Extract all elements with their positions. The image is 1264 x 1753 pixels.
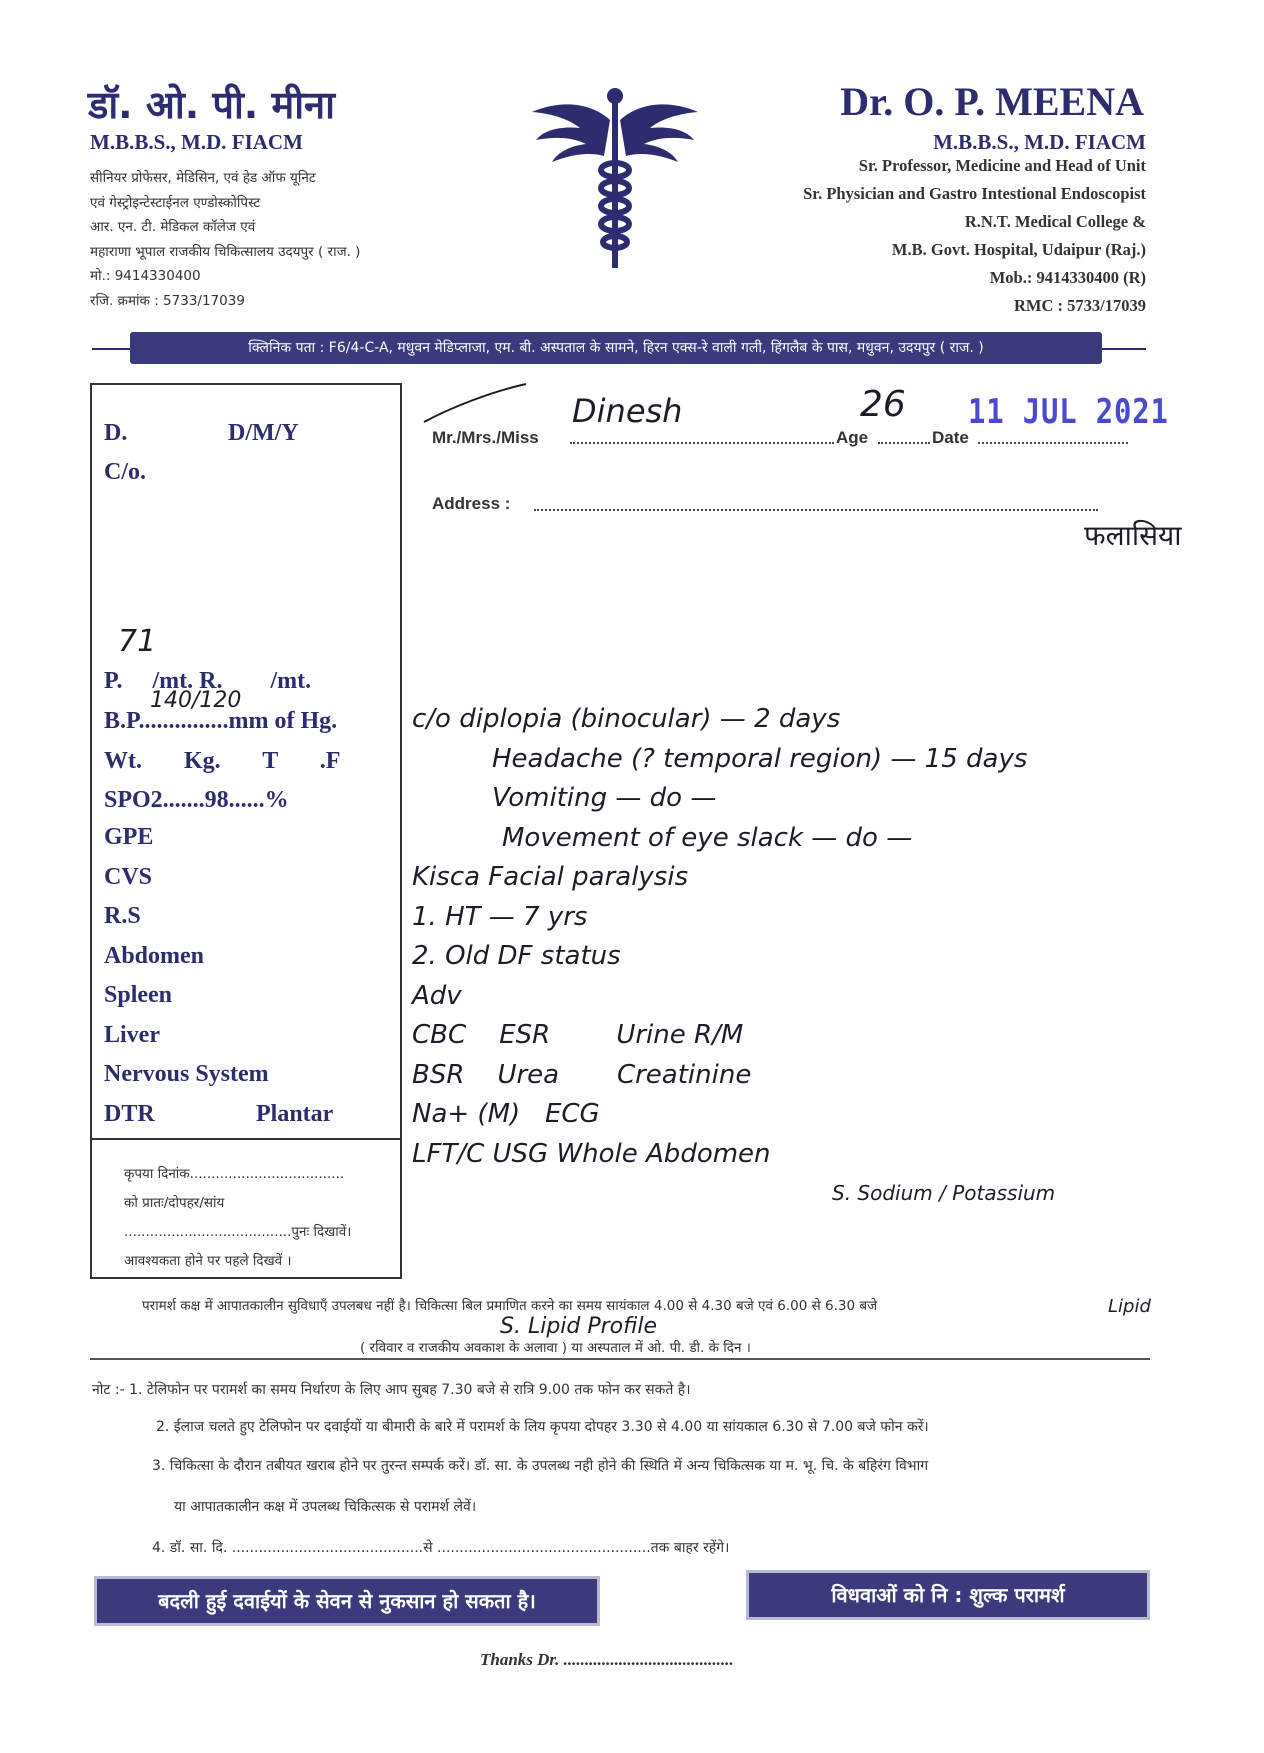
- note-line: Kisca Facial paralysis: [412, 862, 689, 892]
- dtr-label: DTR: [104, 1101, 155, 1127]
- banner-free-consultation: [746, 1570, 1150, 1620]
- caduceus-icon: [530, 82, 700, 272]
- followup-line: .......................................पुनः दिखावें।: [124, 1224, 352, 1240]
- clinic-address-bar: [130, 332, 1102, 364]
- address-rule-right: [1102, 348, 1146, 350]
- note-line: Na+ (M) ECG: [412, 1099, 600, 1129]
- bp-value: 140/120: [150, 688, 242, 713]
- exam-item: CVS: [104, 863, 153, 890]
- exam-item: Nervous System: [104, 1061, 269, 1087]
- address-label: Address :: [432, 494, 511, 513]
- vitals-box-divider: [90, 1138, 402, 1140]
- english-details: [803, 152, 1146, 320]
- notice-line-2: ( रविवार व राजकीय अवकाश के अलावा ) या अस्पताल में ओ. पी. डी. के दिन ।: [360, 1340, 751, 1356]
- name-label: Mr./Mrs./Miss: [432, 428, 539, 447]
- followup-line: आवश्यकता होने पर पहले दिखवें ।: [124, 1253, 292, 1269]
- exam-item: Spleen: [104, 982, 173, 1008]
- exam-item: Liver: [104, 1021, 160, 1048]
- footer-note-3b: या आपातकालीन कक्ष में उपलब्ध चिकित्सक से परामर्श लेवें।: [174, 1499, 477, 1515]
- clinic-address: क्लिनिक पता : F6/4-C-A, मधुवन मेडिप्लाजा, एम. बी. अस्पताल के सामने, हिरन एक्स-रे वाली गली, हिंगलैब के पास, मधुवन, उदयपुर ( राज. ): [248, 340, 984, 356]
- hindi-line: आर. एन. टी. मेडिकल कॉलेज एवं: [90, 219, 256, 235]
- age-label: Age: [836, 428, 869, 447]
- note-line: Vomiting — do —: [492, 783, 717, 813]
- english-line: R.N.T. Medical College &: [964, 212, 1146, 231]
- followup-line: कृपया दिनांक....................................: [124, 1166, 345, 1182]
- banner-right-text: विधवाओं को नि : शुल्क परामर्श: [831, 1583, 1065, 1607]
- banner-medicine-warning: [94, 1576, 600, 1626]
- plantar-label: Plantar: [256, 1101, 334, 1127]
- pulse-label: P. /mt. R. /mt.: [104, 668, 312, 694]
- note-line: CBC ESR Urine R/M: [412, 1020, 744, 1050]
- note-line: Headache (? temporal region) — 15 days: [492, 743, 1028, 774]
- degree-right: M.B.B.S., M.D. FIACM: [933, 130, 1146, 154]
- date-label: Date: [932, 428, 969, 447]
- hindi-details: [90, 166, 360, 313]
- exam-item: GPE: [104, 824, 154, 850]
- hindi-line: मो.: 9414330400: [90, 268, 201, 284]
- hindi-line: सीनियर प्रोफेसर, मेडिसिन, एवं हेड ऑफ यूनिट: [90, 170, 316, 186]
- english-line: M.B. Govt. Hospital, Udaipur (Raj.): [891, 240, 1146, 259]
- patient-name-value: Dinesh: [572, 392, 683, 430]
- patient-age-value: 26: [860, 384, 906, 425]
- footer-note-1: नोट :- 1. टेलिफोन पर परामर्श का समय निर्धारण के लिए आप सुबह 7.30 बजे से रात्रि 9.00 तक फोन कर सकते है।: [92, 1382, 691, 1398]
- address-value: फलासिया: [1084, 519, 1182, 552]
- name-dots: [570, 442, 834, 444]
- english-line: RMC : 5733/17039: [1014, 296, 1146, 315]
- footer-note-4: 4. डॉ. सा. दि. ...........................................से ................................................तक बाहर रहेंगे।: [152, 1540, 730, 1556]
- doctor-name-hindi: डॉ. ओ. पी. मीना: [88, 83, 335, 127]
- note-line: Movement of eye slack — do —: [502, 822, 913, 853]
- note-line: S. Sodium / Potassium: [832, 1181, 1056, 1205]
- footer-note-2: 2. ईलाज चलते हुए टेलिफोन पर दवाईयों या बीमारी के बारे में परामर्श के लिय कृपया दोपहर 3.30 से 4.00 या सांयकाल 6.30 से 7.00 बजे फोन करें।: [156, 1419, 929, 1435]
- followup-instructions: [124, 1160, 351, 1276]
- pulse-value: 71: [118, 624, 157, 659]
- exam-list: [104, 824, 269, 1101]
- bp-label: B.P...............mm of Hg.: [104, 708, 338, 734]
- age-dots: [878, 442, 930, 444]
- co-label: C/o.: [104, 459, 146, 485]
- address-rule-left: [92, 348, 130, 350]
- spo2-label: SPO2.......98......%: [104, 787, 289, 813]
- lipid-side-note: Lipid: [1108, 1296, 1151, 1317]
- exam-item: R.S: [104, 903, 141, 929]
- note-line: LFT/C USG Whole Abdomen: [412, 1138, 771, 1169]
- address-dots: [534, 509, 1098, 511]
- notice-line-1: परामर्श कक्ष में आपातकालीन सुविधाएँ उपलबध नहीं है। चिकित्सा बिल प्रमाणित करने का समय सायंकाल 4.00 से 4.30 बजे एवं 6.00 से 6.30 बजे: [142, 1298, 878, 1314]
- degree-left: M.B.B.S., M.D. FIACM: [90, 130, 303, 154]
- doctor-name-english: Dr. O. P. MEENA: [840, 79, 1144, 124]
- banner-left-text: बदली हुई दवाईयों के सेवन से नुकसान हो सकता है।: [158, 1589, 536, 1613]
- weight-temp-label: Wt. Kg. T .F: [104, 748, 341, 774]
- english-line: Sr. Physician and Gastro Intestional Endoscopist: [803, 184, 1146, 203]
- hindi-line: एवं गेस्ट्रोइन्टेस्टाईनल एण्डोस्कोपिस्ट: [90, 194, 261, 211]
- date-dots: [978, 442, 1128, 444]
- hindi-line: महाराणा भूपाल राजकीय चिकित्सालय उदयपुर ( राज. ): [90, 243, 361, 260]
- note-line: Adv: [412, 980, 462, 1011]
- followup-line: को प्रातः/दोपहर/सांय: [124, 1195, 225, 1211]
- exam-item: Abdomen: [104, 942, 205, 969]
- english-line: Sr. Professor, Medicine and Head of Unit: [858, 156, 1146, 175]
- lipid-profile-note: S. Lipid Profile: [500, 1314, 657, 1339]
- clinical-notes: [412, 700, 1055, 1214]
- note-line: BSR Urea Creatinine: [412, 1059, 752, 1090]
- thanks-line: Thanks Dr. ........................................: [480, 1650, 734, 1669]
- hindi-line: रजि. क्रमांक : 5733/17039: [90, 292, 245, 309]
- d-label: D.: [104, 420, 128, 446]
- footer-note-3: 3. चिकित्सा के दौरान तबीयत खराब होने पर तुरन्त सम्पर्क करें। डॉ. सा. के उपलब्ध नही होने की स्थिति में अन्य चिकित्सक या म. भू. चि. के बहिरंग विभाग: [152, 1458, 929, 1474]
- notice-divider: [90, 1358, 1150, 1360]
- checkmark-stroke: [420, 378, 530, 428]
- dmy-label: D/M/Y: [228, 420, 299, 446]
- date-stamp: 11 JUL 2021: [968, 392, 1169, 432]
- english-line: Mob.: 9414330400 (R): [989, 268, 1146, 287]
- note-line: 1. HT — 7 yrs: [412, 901, 588, 932]
- note-line: c/o diplopia (binocular) — 2 days: [412, 704, 841, 734]
- note-line: 2. Old DF status: [412, 941, 621, 971]
